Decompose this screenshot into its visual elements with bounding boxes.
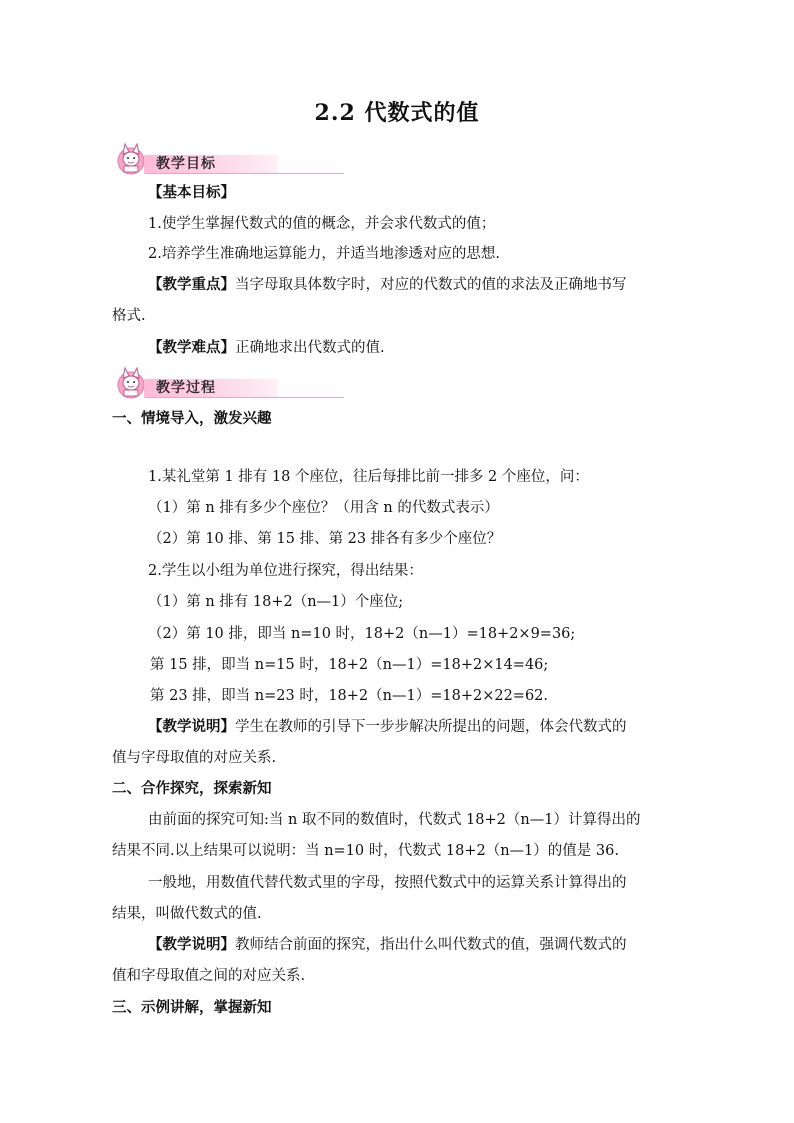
goals-item-2: 2.培养学生准确地运算能力，并适当地渗透对应的思想. <box>148 246 500 262</box>
process-q1a: 由前面的探究可知:当 n 取不同的数值时，代数式 18+2（n—1）计算得出的 <box>148 812 641 828</box>
process-heading-3: 三、示例讲解，掌握新知 <box>112 1000 272 1016</box>
difficulty-text: 正确地求出代数式的值. <box>235 340 385 356</box>
note-tag: 【教学说明】 <box>148 719 235 735</box>
goals-focus-cont: 格式. <box>112 308 146 324</box>
process-note-1-cont: 值与字母取值的对应关系. <box>112 750 277 766</box>
fox-mascot-icon <box>114 366 148 400</box>
fox-mascot-icon <box>114 142 148 176</box>
section-banner-underline <box>144 173 344 174</box>
section-label-process: 教学过程 <box>156 380 216 396</box>
focus-text: 当字母取具体数字时，对应的代数式的值的求法及正确地书写 <box>235 277 627 293</box>
goals-difficulty <box>148 338 716 358</box>
section-banner-process <box>114 366 284 400</box>
goals-basic-heading <box>148 183 716 203</box>
focus-tag: 【教学重点】 <box>148 277 235 293</box>
process-q2b: 结果，叫做代数式的值. <box>112 906 262 922</box>
process-heading-1: 一、情境导入，激发兴趣 <box>112 411 272 427</box>
process-p2: （1）第 n 排有多少个座位？（用含 n 的代数式表示） <box>148 500 499 516</box>
note-tag: 【教学说明】 <box>148 937 235 953</box>
page-title: 2.2 代数式的值 <box>314 100 480 126</box>
section-label-goals: 教学目标 <box>156 156 216 172</box>
process-heading-2: 二、合作探究，探索新知 <box>112 781 272 797</box>
process-p1: 1.某礼堂第 1 排有 18 个座位，往后每排比前一排多 2 个座位，问： <box>148 469 589 485</box>
process-q1b: 结果不同.以上结果可以说明：当 n=10 时，代数式 18+2（n—1）的值是 36. <box>112 843 619 859</box>
section-banner-underline <box>144 397 344 398</box>
process-p6: （2）第 10 排，即当 n=10 时，18+2（n—1）=18+2×9=36; <box>148 626 576 642</box>
process-note-1 <box>148 717 716 737</box>
process-p3: （2）第 10 排、第 15 排、第 23 排各有多少个座位？ <box>148 531 502 547</box>
process-note-2-cont: 值和字母取值之间的对应关系. <box>112 968 306 984</box>
process-q2a: 一般地，用数值代替代数式里的字母，按照代数式中的运算关系计算得出的 <box>148 875 627 891</box>
section-banner-goals <box>114 142 284 176</box>
process-p5: （1）第 n 排有 18+2（n—1）个座位; <box>148 594 404 610</box>
process-p7: 第 15 排，即当 n=15 时，18+2（n—1）=18+2×14=46; <box>150 657 549 673</box>
note-text: 教师结合前面的探究，指出什么叫代数式的值，强调代数式的 <box>235 937 627 953</box>
process-note-2 <box>148 935 716 955</box>
goals-item-1: 1.使学生掌握代数式的值的概念，并会求代数式的值； <box>148 216 496 232</box>
basic-goals-tag: 【基本目标】 <box>148 185 235 201</box>
note-text: 学生在教师的引导下一步步解决所提出的问题，体会代数式的 <box>235 719 627 735</box>
process-p8: 第 23 排，即当 n=23 时，18+2（n—1）=18+2×22=62. <box>150 688 548 704</box>
process-p4: 2.学生以小组为单位进行探究，得出结果： <box>148 563 423 579</box>
difficulty-tag: 【教学难点】 <box>148 340 235 356</box>
goals-focus <box>148 275 716 295</box>
